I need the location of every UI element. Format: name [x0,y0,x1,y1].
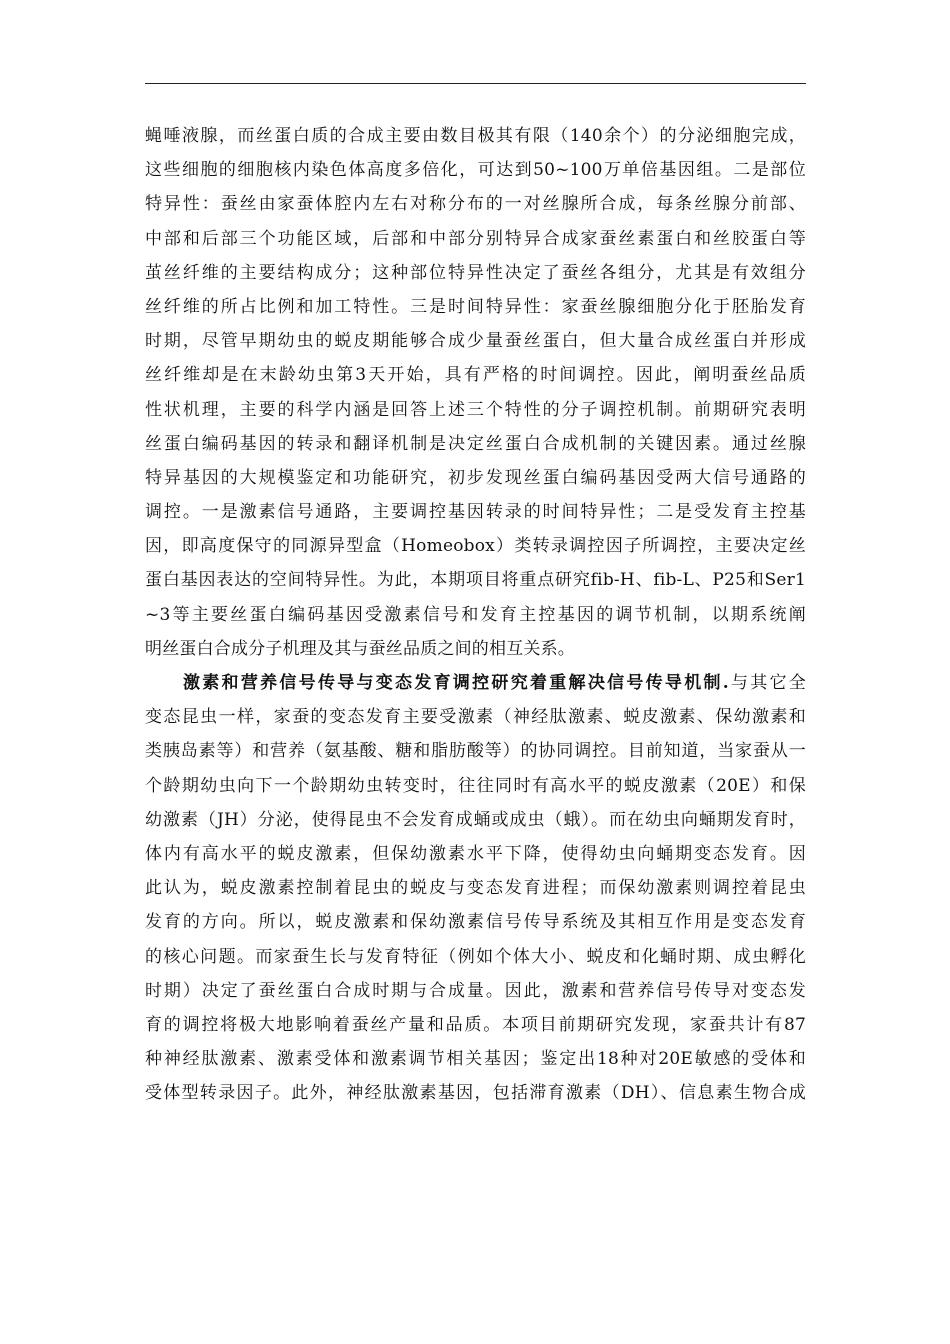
text-line: 因，即高度保守的同源异型盒（Homeobox）类转录调控因子所调控，主要决定丝 [145,536,806,557]
paragraph-heading: 激素和营养信号传导与变态发育调控研究着重解决信号传导机制. [183,673,729,693]
header-rule [145,83,806,84]
text-line: 个龄期幼虫向下一个龄期幼虫转变时，往往同时有高水平的蜕皮激素（20E）和保 [145,775,806,796]
heading-continuation: 与其它全 [728,673,806,693]
text-line: 特异基因的大规模鉴定和功能研究，初步发现丝蛋白编码基因受两大信号通路的 [145,467,806,488]
paragraph-hormone-signaling [145,666,806,1110]
text-line: 时期）决定了蚕丝蛋白合成时期与合成量。因此，激素和营养信号传导对变态发 [145,980,806,1001]
text-line: 的核心问题。而家蚕生长与发育特征（例如个体大小、蜕皮和化蛹时期、成虫孵化 [145,946,806,967]
text-line: ~3等主要丝蛋白编码基因受激素信号和发育主控基因的调节机制，以期系统阐 [145,604,806,625]
text-line: 明丝蛋白合成分子机理及其与蚕丝品质之间的相互关系。 [145,638,575,659]
document-body [145,119,806,1110]
text-line: 丝纤维的所占比例和加工特性。三是时间特异性：家蚕丝腺细胞分化于胚胎发育 [145,296,806,317]
text-line: 幼激素（JH）分泌，使得昆虫不会发育成蛹或成虫（蛾）。而在幼虫向蛹期发育时， [145,809,806,830]
text-line: 类胰岛素等）和营养（氨基酸、糖和脂肪酸等）的协同调控。目前知道，当家蚕从一 [145,741,806,762]
text-line: 这些细胞的细胞核内染色体高度多倍化，可达到50~100万单倍基因组。二是部位 [145,160,806,181]
text-line: 变态昆虫一样，家蚕的变态发育主要受激素（神经肽激素、蜕皮激素、保幼激素和 [145,707,806,728]
text-line: 体内有高水平的蜕皮激素，但保幼激素水平下降，使得幼虫向蛹期变态发育。因 [145,843,806,864]
text-line: 蝇唾液腺，而丝蛋白质的合成主要由数目极其有限（140余个）的分泌细胞完成， [145,126,806,146]
text-line: 性状机理，主要的科学内涵是回答上述三个特性的分子调控机制。前期研究表明 [145,399,806,420]
text-line: 蛋白基因表达的空间特异性。为此，本期项目将重点研究fib-H、fib-L、P25和Ser1 [145,570,806,591]
text-line: 发育的方向。所以，蜕皮激素和保幼激素信号传导系统及其相互作用是变态发育 [145,912,806,933]
text-line: 茧丝纤维的主要结构成分；这种部位特异性决定了蚕丝各组分，尤其是有效组分 [145,262,806,283]
text-line-first [145,666,806,700]
text-line: 此认为，蜕皮激素控制着昆虫的蜕皮与变态发育进程；而保幼激素则调控着昆虫 [145,878,806,899]
paragraph-silk-gland [145,119,806,666]
text-line: 调控。一是激素信号通路，主要调控基因转录的时间特异性；二是受发育主控基 [145,502,806,523]
text-line: 种神经肽激素、激素受体和激素调节相关基因；鉴定出18种对20E敏感的受体和 [145,1049,806,1070]
text-line: 时期，尽管早期幼虫的蜕皮期能够合成少量蚕丝蛋白，但大量合成丝蛋白并形成 [145,331,806,352]
text-line: 特异性：蚕丝由家蚕体腔内左右对称分布的一对丝腺所合成，每条丝腺分前部、 [145,194,806,215]
text-line: 丝蛋白编码基因的转录和翻译机制是决定丝蛋白合成机制的关键因素。通过丝腺 [145,433,806,454]
text-line: 丝纤维却是在末龄幼虫第3天开始，具有严格的时间调控。因此，阐明蚕丝品质 [145,365,806,386]
text-line: 育的调控将极大地影响着蚕丝产量和品质。本项目前期研究发现，家蚕共计有87 [145,1014,806,1035]
text-line: 中部和后部三个功能区域，后部和中部分别特异合成家蚕丝素蛋白和丝胶蛋白等 [145,228,806,249]
text-line: 受体型转录因子。此外，神经肽激素基因，包括滞育激素（DH）、信息素生物合成 [145,1083,806,1104]
